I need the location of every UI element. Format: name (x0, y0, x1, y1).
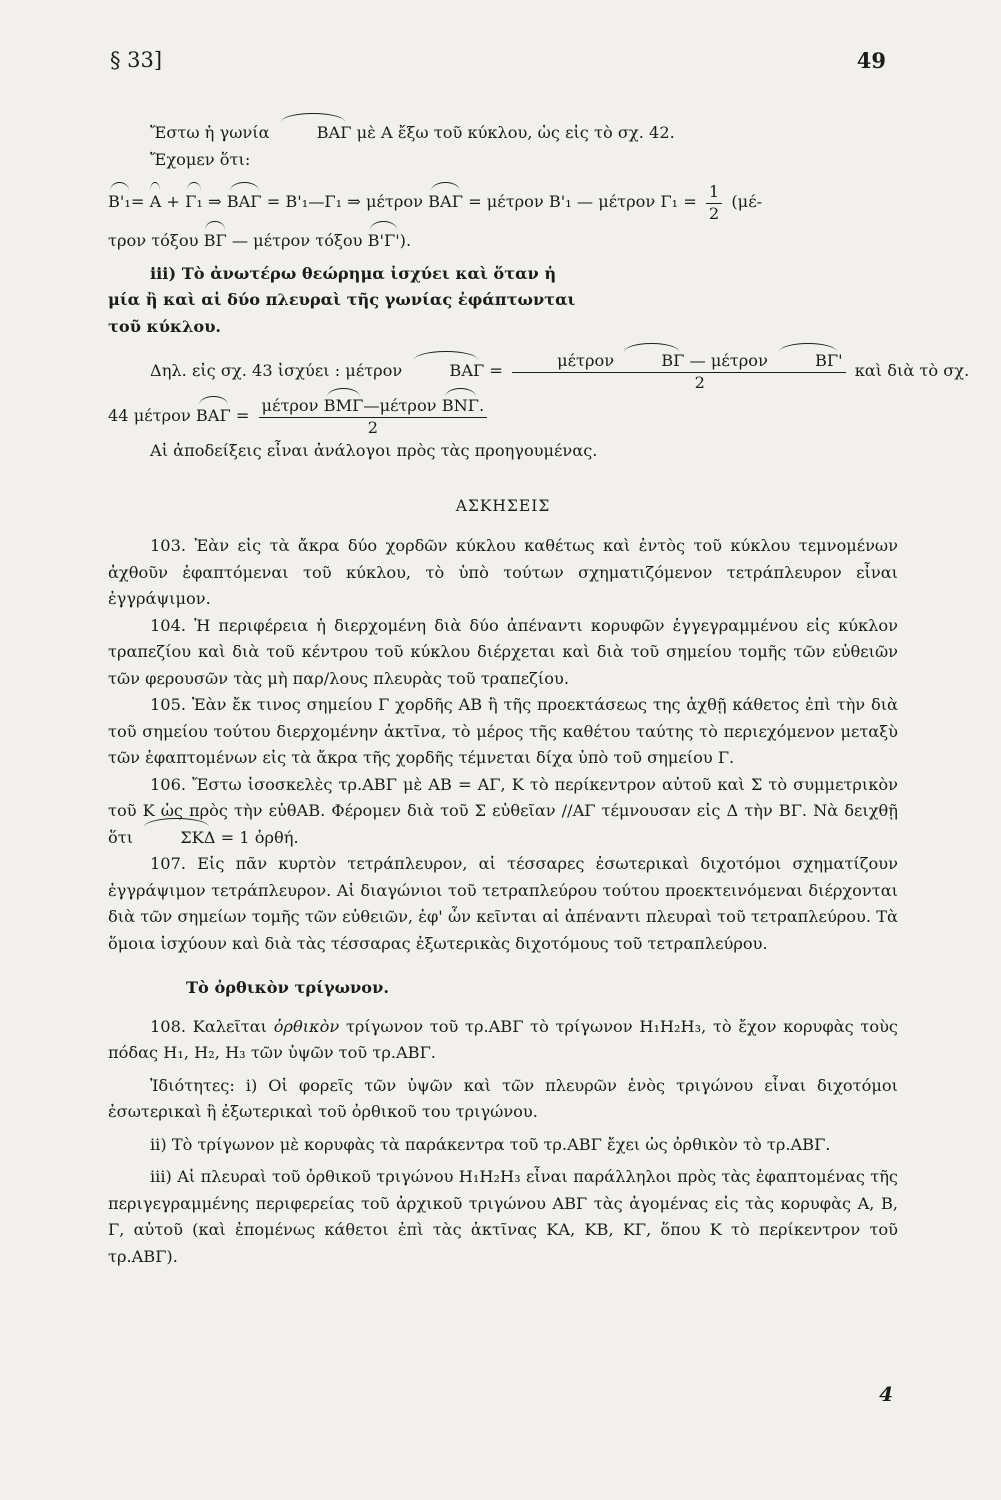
section-marker: § 33] (110, 48, 163, 72)
exercise-105: 105. Ἐὰν ἔκ τινος σημείου Γ χορδῆς ΑΒ ἢ τῆς προεκτάσεως της ἀχθῇ κάθετος ἐπὶ τὴν διὰ τοῦ σημείου τούτου διερχομένην ἀκτῖνα, τὸ μέρος τῆς καθέτου ταύτης τὸ περιεχόμενον μεταξὺ τῶν ἐφαπτομένων εἰς τὰ ἄκρα τῆς χορδῆς τέμνεται δίχα ὑπὸ τοῦ σημείου Γ. (108, 695, 898, 767)
property-i: Ἰδιότητες: i) Οἱ φορεῖς τῶν ὑψῶν καὶ τῶν πλευρῶν ἑνὸς τριγώνου εἶναι διχοτόμοι ἐσωτερικαὶ ἢ ἐξωτερικαὶ τοῦ ὀρθικοῦ του τριγώνου. (108, 1075, 898, 1121)
page-body (108, 120, 970, 1270)
intro-line-1: Ἔστω ἡ γωνία ΒΑΓ μὲ Α ἔξω τοῦ κύκλου, ὡς εἰς τὸ σχ. 42. (108, 120, 898, 147)
exercise-103: 103. Ἐὰν εἰς τὰ ἄκρα δύο χορδῶν κύκλου καθέτως καὶ ἐντὸς τοῦ κύκλου τεμνομένων ἀχθοῦν ἐφαπτόμεναι τοῦ κύκλου, τὸ ὑπὸ τούτων σχηματιζόμενον τετράπλευρον εἶναι ἐγγράψιμον. (108, 536, 898, 608)
dil-fraction-2: $\frac{\text{μέτρον ΒΜΓ—μέτρον ΒΝΓ.}}{2}$ (259, 395, 488, 438)
dil-line-1: Δηλ. εἰς σχ. 43 ἰσχύει : μέτρον ΒΑΓ = $\frac{\text{μέτρον ΒΓ — μέτρον ΒΓ'}}{2}$ καὶ διὰ τὸ σχ. (150, 351, 970, 392)
signature-mark: 4 (879, 1382, 893, 1406)
exercise-104: 104. Ἡ περιφέρεια ἡ διερχομένη διὰ δύο ἀπέναντι κορυφῶν ἐγγεγραμμένου εἰς κύκλον τραπεζίου καὶ διὰ τοῦ κέντρου τοῦ κύκλου διέρχεται καὶ διὰ τοῦ σημείου τομῆς τῶν εὐθειῶν τῶν φερουσῶν τὰς μὴ παρ/λους πλευρὰς τοῦ τραπεζίου. (108, 615, 898, 688)
angle-arc-bag: ΒΑΓ (275, 120, 352, 147)
exercise-106: 106. Ἔστω ἰσοσκελὲς τρ.ΑΒΓ μὲ ΑΒ = ΑΓ, Κ τὸ περίκεντρον αὐτοῦ καὶ Σ τὸ συμμετρικὸν τοῦ Κ ὡς πρὸς τὴν εὐθΑΒ. Φέρομεν διὰ τοῦ Σ εὐθεῖαν //ΑΓ τέμνουσαν εἰς Δ τὴν ΒΓ. Νὰ δειχθῇ ὅτι ΣΚΔ = 1 ὀρθή. (108, 772, 898, 852)
property-iii: iii) Αἱ πλευραὶ τοῦ ὀρθικοῦ τριγώνου Η₁Η₂Η₃ εἶναι παράλληλοι πρὸς τὰς ἐφαπτομένας τῆς περιγεγραμμένης περιφερείας τοῦ ἀρχικοῦ τριγώνου ΑΒΓ τὰς ἀγομένας εἰς τὰς κορυφὰς Α, Β, Γ, αὐτοῦ (καὶ ἑπομένως κάθετοι ἐπὶ τὰς ἀκτῖνας ΚΑ, ΚΒ, ΚΓ, ὅπου Κ τὸ περίκεντρον τοῦ τρ.ΑΒΓ). (108, 1167, 898, 1266)
dil-line-2: 44 μέτρον ΒΑΓ = $\frac{\text{μέτρον ΒΜΓ—μέτρον ΒΝΓ.}}{2}$ (108, 395, 898, 438)
intro-line-4: τρον τόξου ΒΓ — μέτρον τόξου Β'Γ'). (108, 228, 898, 255)
page-number: 49 (856, 48, 886, 73)
dil-fraction-1: $\frac{\text{μέτρον ΒΓ — μέτρον ΒΓ'}}{2}$ (512, 350, 845, 393)
half-fraction: $\frac{1}{2}$ (706, 181, 722, 224)
paragraph-108: 108. Καλεῖται ὀρθικὸν τρίγωνον τοῦ τρ.ΑΒΓ τὸ τρίγωνον Η₁Η₂Η₃, τὸ ἔχον κορυφὰς τοὺς πόδας Η₁, Η₂, Η₃ τῶν ὑψῶν τοῦ τρ.ΑΒΓ. (108, 1016, 898, 1062)
orthic-heading: Τὸ ὀρθικὸν τρίγωνον. (186, 978, 389, 997)
exercise-107: 107. Εἰς πᾶν κυρτὸν τετράπλευρον, αἱ τέσσαρες ἐσωτερικαὶ διχοτόμοι σχηματίζουν ἐγγράψιμον τετράπλευρον. Αἱ διαγώνιοι τοῦ τετραπλεύρου τούτου προεκτεινόμεναι διέρχονται διὰ τῶν σημείων τομῆς τῶν εὐθειῶν, ἐφ' ὧν κεῖνται αἱ ἀπέναντι πλευραὶ τοῦ τετραπλεύρου. Τὰ ὅμοια ἰσχύουν καὶ διὰ τὰς τέσσαρας ἐξωτερικὰς διχοτόμους τοῦ τετραπλεύρου. (108, 854, 898, 953)
exercises-heading: ΑΣΚΗΣΕΙΣ (455, 496, 551, 515)
theorem-iii: iii) Τὸ ἀνωτέρω θεώρημα ἰσχύει καὶ ὅταν ἡ μία ἢ καὶ αἱ δύο πλευραὶ τῆς γωνίας ἐφάπτωνται τοῦ κύκλου. (108, 263, 576, 336)
intro-line-2: Ἔχομεν ὅτι: (150, 149, 251, 169)
dil-line-3: Αἱ ἀποδείξεις εἶναι ἀνάλογοι πρὸς τὰς προηγουμένας. (150, 441, 598, 460)
property-ii: ii) Τὸ τρίγωνον μὲ κορυφὰς τὰ παράκεντρα τοῦ τρ.ΑΒΓ ἔχει ὡς ὀρθικὸν τὸ τρ.ΑΒΓ. (150, 1134, 831, 1154)
exercise-list (108, 533, 898, 957)
intro-equation: B'₁= A + Γ₁ ⇒ ΒΑΓ = B'₁—Γ₁ ⇒ μέτρον ΒΑΓ = μέτρον B'₁ — μέτρον Γ₁ = $\frac{1}{2}$ (μέ- (108, 182, 763, 223)
